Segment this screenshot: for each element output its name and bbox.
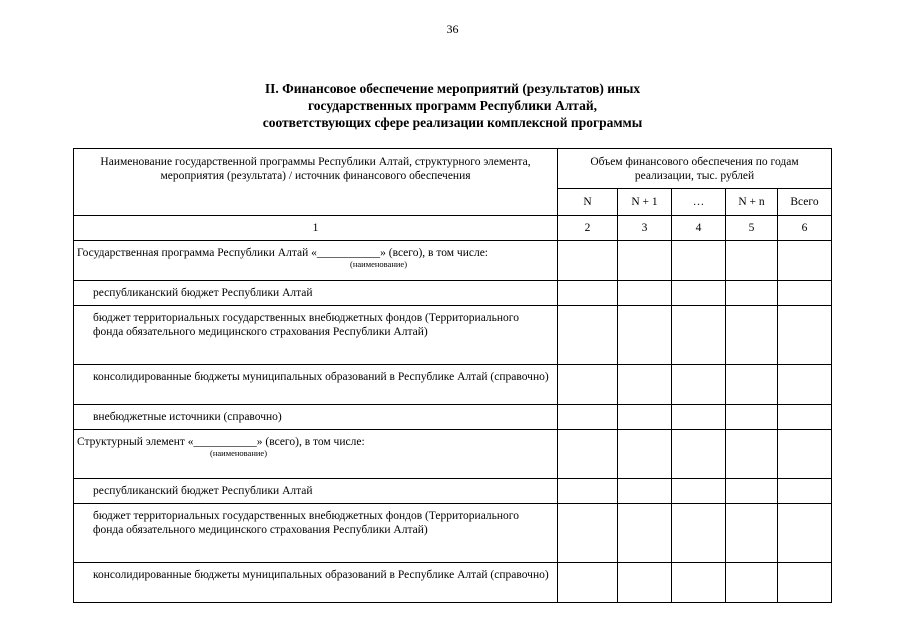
- cell-ellipsis: [672, 241, 726, 281]
- cell-total: [778, 306, 832, 365]
- cell-ellipsis: [672, 479, 726, 504]
- row-label-prefix: Структурный элемент «: [77, 436, 194, 448]
- cell-n: [558, 479, 618, 504]
- cell-n-plus-n: [726, 365, 778, 405]
- cell-total: [778, 479, 832, 504]
- financing-table: [73, 148, 832, 603]
- cell-n: [558, 306, 618, 365]
- row-label-prefix: Государственная программа Республики Алтай «: [77, 247, 317, 259]
- cell-n-plus-1: [618, 479, 672, 504]
- row-label: республиканский бюджет Республики Алтай: [74, 281, 558, 306]
- cell-n: [558, 405, 618, 430]
- column-number-1: 1: [74, 216, 558, 241]
- cell-total: [778, 281, 832, 306]
- header-year-n-plus-1: N + 1: [618, 189, 672, 216]
- header-name-column: Наименование государственной программы Республики Алтай, структурного элемента, мероприятия (результата) / источник финансового обеспечения: [74, 149, 558, 216]
- cell-n-plus-n: [726, 479, 778, 504]
- cell-ellipsis: [672, 563, 726, 603]
- cell-total: [778, 405, 832, 430]
- header-total: Всего: [778, 189, 832, 216]
- table-row: [74, 479, 832, 504]
- cell-n-plus-1: [618, 430, 672, 479]
- table-row: [74, 405, 832, 430]
- column-number-2: 2: [558, 216, 618, 241]
- section-title: [150, 80, 755, 131]
- row-label-suffix: » (всего), в том числе:: [256, 436, 365, 448]
- cell-n-plus-1: [618, 504, 672, 563]
- cell-n-plus-n: [726, 563, 778, 603]
- column-number-3: 3: [618, 216, 672, 241]
- cell-n-plus-n: [726, 405, 778, 430]
- cell-ellipsis: [672, 405, 726, 430]
- column-number-5: 5: [726, 216, 778, 241]
- cell-n-plus-1: [618, 281, 672, 306]
- cell-total: [778, 430, 832, 479]
- cell-ellipsis: [672, 504, 726, 563]
- row-label: [74, 430, 558, 479]
- header-year-n-plus-n: N + n: [726, 189, 778, 216]
- cell-n: [558, 504, 618, 563]
- row-label-suffix: » (всего), в том числе:: [380, 247, 488, 259]
- name-blank: ___________: [316, 247, 381, 259]
- section-title-line-2: государственных программ Республики Алтай,: [308, 98, 597, 113]
- table-row: [74, 504, 832, 563]
- row-label: консолидированные бюджеты муниципальных образований в Республике Алтай (справочно): [74, 365, 558, 405]
- cell-total: [778, 365, 832, 405]
- cell-total: [778, 563, 832, 603]
- cell-n-plus-1: [618, 306, 672, 365]
- page-number: 36: [446, 22, 459, 36]
- cell-ellipsis: [672, 306, 726, 365]
- header-year-ellipsis: …: [672, 189, 726, 216]
- cell-total: [778, 241, 832, 281]
- table-row: [74, 281, 832, 306]
- cell-ellipsis: [672, 365, 726, 405]
- column-number-4: 4: [672, 216, 726, 241]
- cell-n: [558, 563, 618, 603]
- cell-n-plus-1: [618, 405, 672, 430]
- table-row: [74, 241, 832, 281]
- cell-n-plus-1: [618, 563, 672, 603]
- column-number-6: 6: [778, 216, 832, 241]
- header-volume: Объем финансового обеспечения по годам реализации, тыс. рублей: [558, 149, 832, 189]
- row-label: бюджет территориальных государственных внебюджетных фондов (Территориального фонда обязательного медицинского страхования Республики Алтай): [74, 306, 558, 365]
- cell-n-plus-n: [726, 241, 778, 281]
- row-label: консолидированные бюджеты муниципальных образований в Республике Алтай (справочно): [74, 563, 558, 603]
- cell-total: [778, 504, 832, 563]
- cell-n: [558, 365, 618, 405]
- cell-n: [558, 241, 618, 281]
- name-caption: (наименование): [210, 448, 268, 458]
- table-row: [74, 563, 832, 603]
- cell-n: [558, 430, 618, 479]
- row-label: республиканский бюджет Республики Алтай: [74, 479, 558, 504]
- cell-ellipsis: [672, 281, 726, 306]
- cell-n: [558, 281, 618, 306]
- row-label: [74, 241, 558, 281]
- cell-n-plus-n: [726, 504, 778, 563]
- cell-n-plus-n: [726, 281, 778, 306]
- section-title-line-1: II. Финансовое обеспечение мероприятий (результатов) иных: [264, 81, 641, 96]
- cell-n-plus-n: [726, 430, 778, 479]
- name-caption: (наименование): [350, 259, 408, 269]
- cell-n-plus-1: [618, 241, 672, 281]
- cell-ellipsis: [672, 430, 726, 479]
- table-row: [74, 306, 832, 365]
- table-row: [74, 365, 832, 405]
- table-row: [74, 430, 832, 479]
- name-blank: ___________: [193, 436, 257, 448]
- cell-n-plus-n: [726, 306, 778, 365]
- row-label: внебюджетные источники (справочно): [74, 405, 558, 430]
- row-label: бюджет территориальных государственных внебюджетных фондов (Территориального фонда обязательного медицинского страхования Республики Алтай): [74, 504, 558, 563]
- header-year-n: N: [558, 189, 618, 216]
- cell-n-plus-1: [618, 365, 672, 405]
- section-title-line-3: соответствующих сфере реализации комплексной программы: [262, 115, 643, 130]
